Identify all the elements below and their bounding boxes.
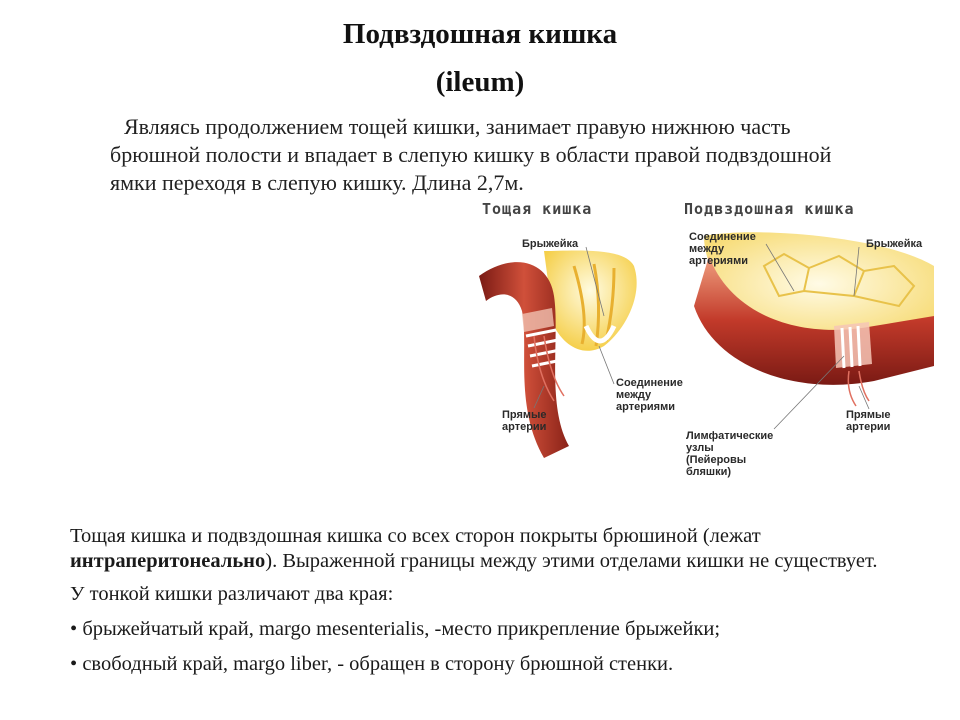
bullet-text-mesenteric: брыжейчатый край, margo mesenterialis, -место прикрепление брыжейки; [82,618,721,640]
label-anastomosis-right-1: Соединение [689,231,756,243]
bullet-text-free: свободный край, margo liber, - обращен в сторону брюшной стенки. [82,653,674,675]
label-anastomosis-left-3: артериями [616,401,675,413]
label-straight-arteries-left-1: Прямые [502,409,547,421]
bullet-item: • свободный край, margo liber, - обращен в сторону брюшной стенки. [70,653,674,675]
p1-bold-term: интраперитонеально [70,550,266,572]
label-straight-arteries-right-2: артерии [846,421,891,433]
intestine-illustration [474,196,942,492]
jejunum-title: Тощая кишка [482,200,593,218]
bullet-item: • брыжейчатый край, margo mesenterialis, -место прикрепление брыжейки; [70,618,721,640]
body-text [70,524,900,677]
label-lymph-nodes-2: узлы [686,442,714,454]
p1-text-b: ). Выраженной границы между этими отделами кишки не существует. [265,550,878,572]
page-subtitle-latin: (ileum) [435,66,525,98]
peritoneum-paragraph [70,524,900,574]
label-mesentery-left: Брыжейка [522,238,579,250]
intestine-diagram-svg [474,196,942,492]
label-anastomosis-right-3: артериями [689,255,748,267]
label-anastomosis-left-2: между [616,389,652,401]
label-straight-arteries-right-1: Прямые [846,409,891,421]
intro-text: Являясь продолжением тощей кишки, занимает правую нижнюю часть брюшной полости и впадает в слепую кишку в области правой подвздошной ямки переходя в слепую кишку. Длина 2,7м. [110,114,832,195]
intro-paragraph [110,113,870,197]
p1-text-a: Тощая кишка и подвздошная кишка со всех сторон покрыты брюшиной (лежат [70,525,761,547]
label-straight-arteries-left-2: артерии [502,421,547,433]
edges-intro: У тонкой кишки различают два края: [70,583,394,605]
label-anastomosis-right-2: между [689,243,725,255]
label-mesentery-right: Брыжейка [866,238,923,250]
label-lymph-nodes-3: (Пейеровы [686,454,747,466]
label-lymph-nodes-4: бляшки) [686,466,732,478]
ileum-title: Подвздошная кишка [684,200,855,218]
label-anastomosis-left-1: Соединение [616,377,683,389]
label-lymph-nodes-1: Лимфатические [686,430,774,442]
page-title: Подвздошная кишка [342,18,618,50]
